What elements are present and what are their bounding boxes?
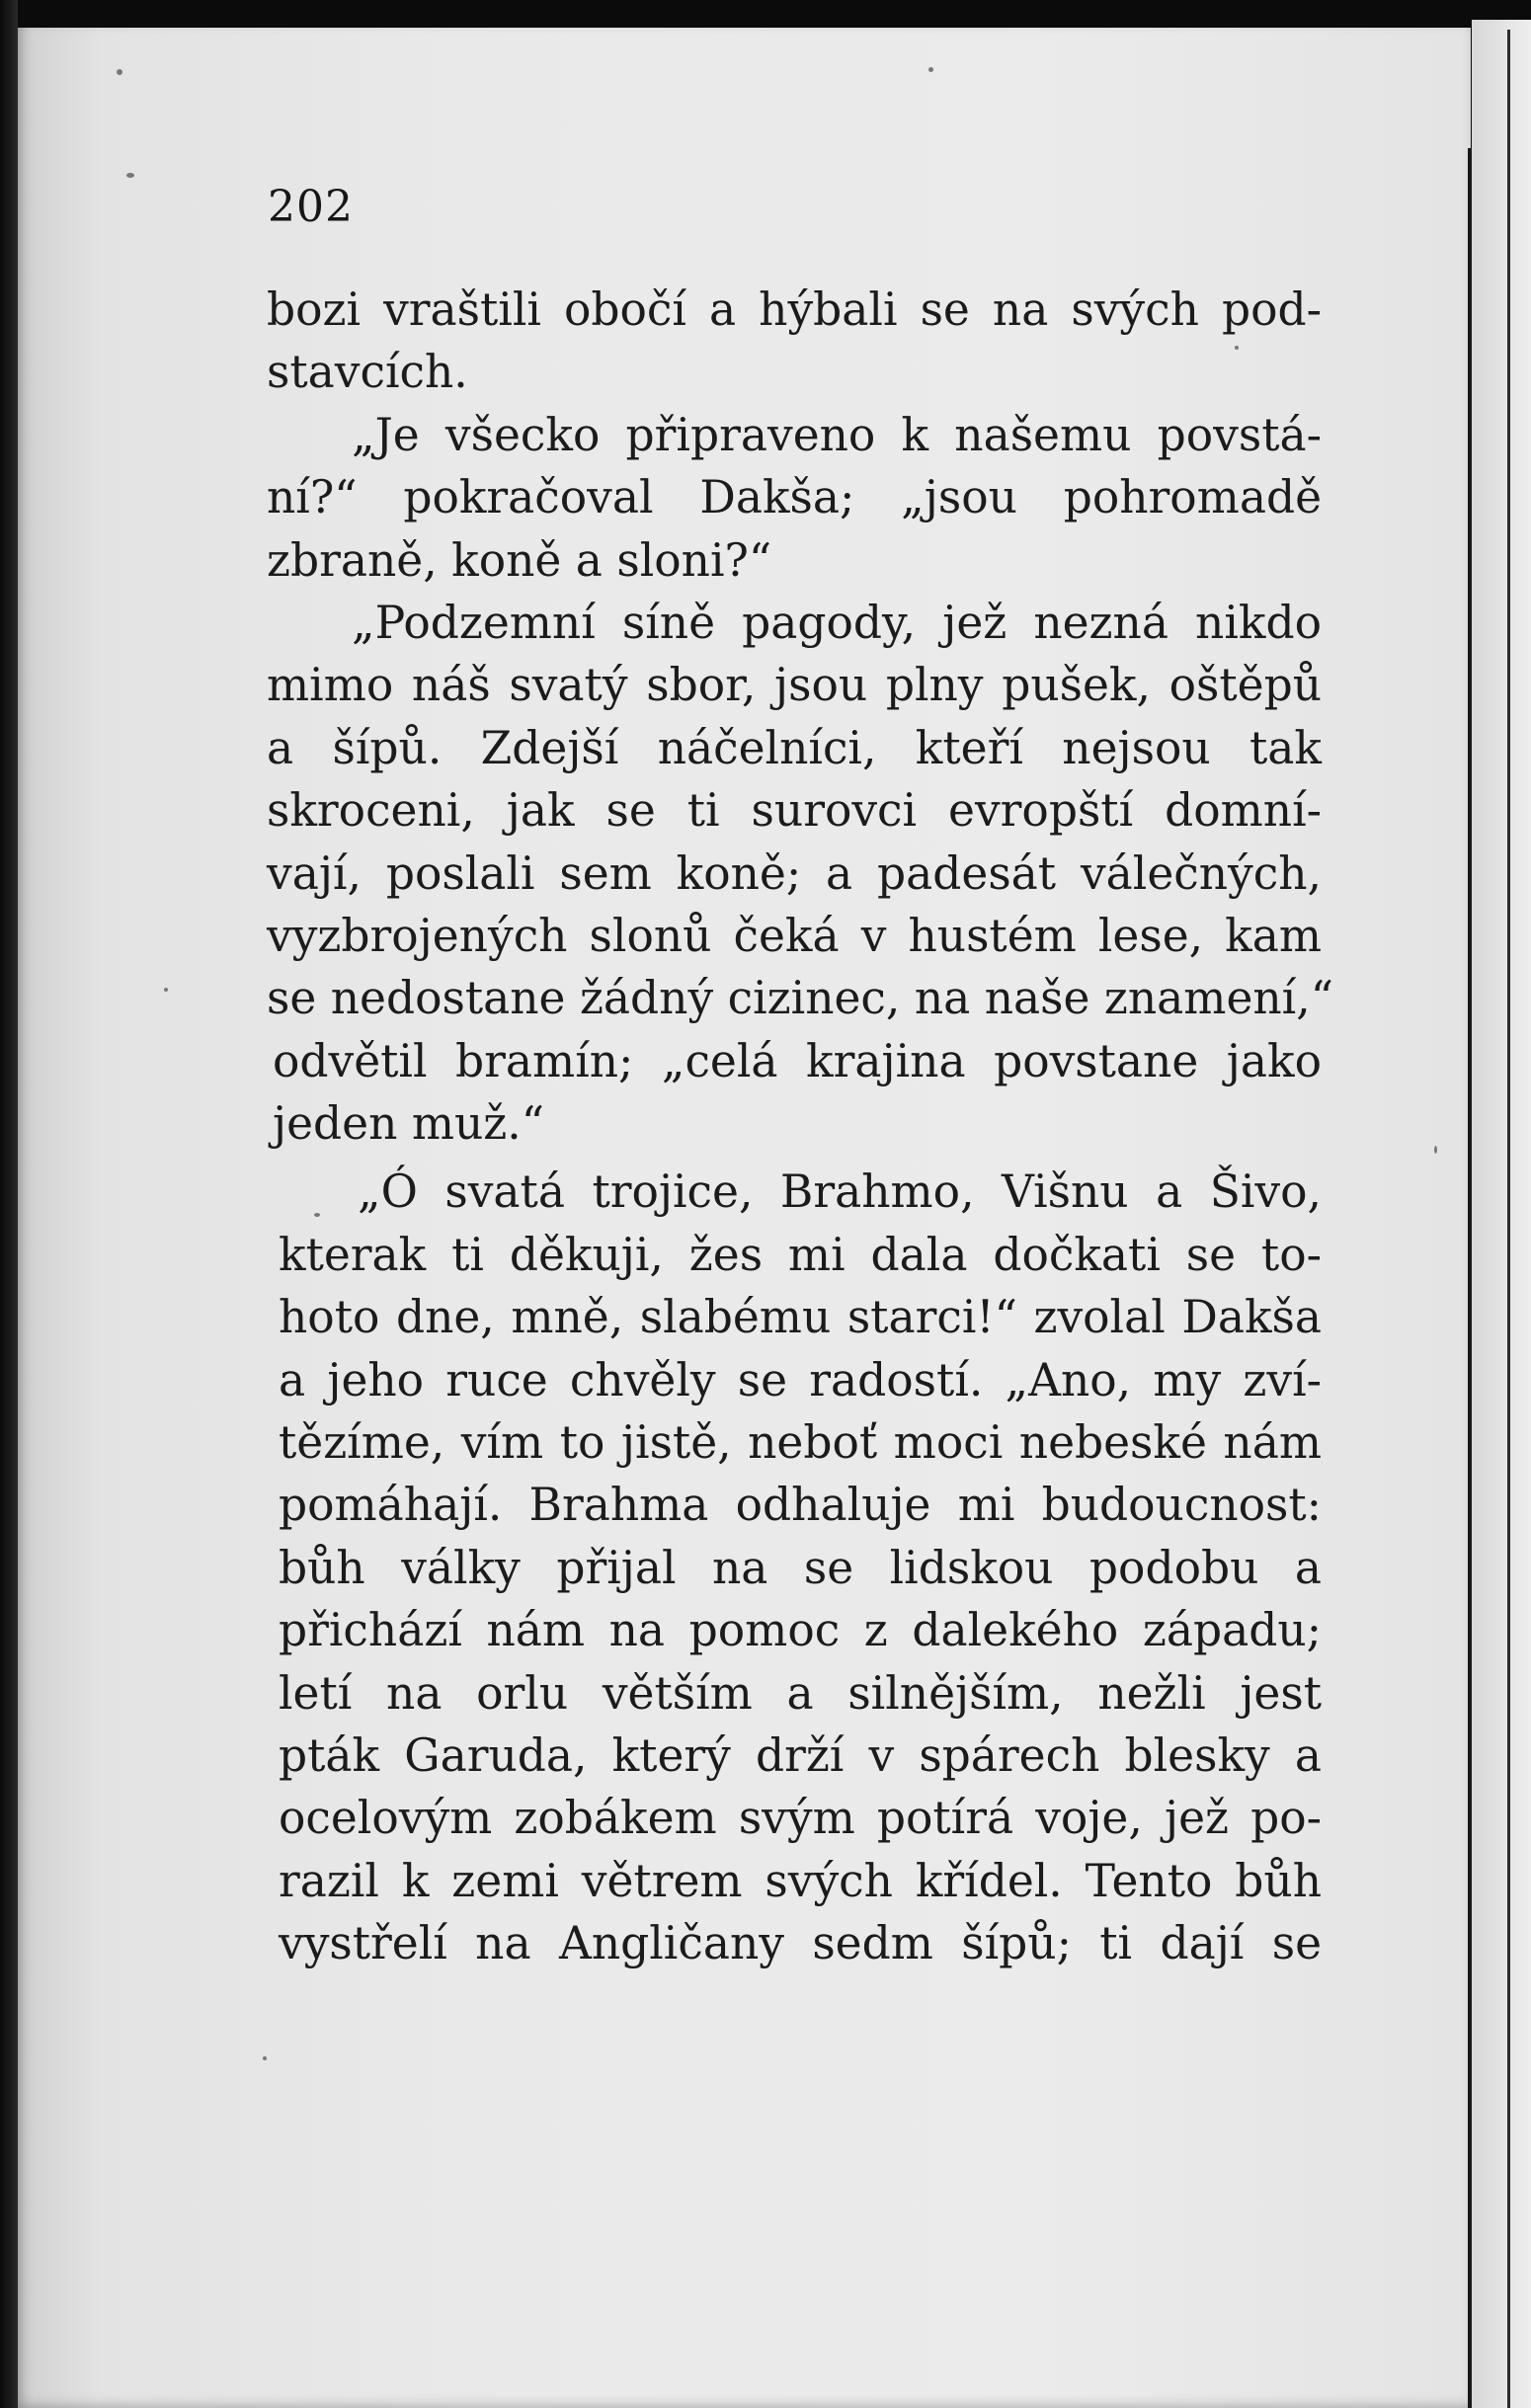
text-line: ocelovým zobákem svým potírá voje, jež po- <box>279 1792 1322 1845</box>
facing-page-rule <box>1507 30 1510 2408</box>
text-line: jeden muž.“ <box>273 1097 544 1151</box>
text-line: skroceni, jak se ti surovci evropští domní- <box>267 784 1322 838</box>
dust-speck <box>1434 1146 1437 1154</box>
text-line: se nedostane žádný cizinec, na naše znamení,“ <box>267 972 1333 1025</box>
dust-speck <box>263 2056 267 2060</box>
dust-speck <box>928 67 933 72</box>
text-line: mimo náš svatý sbor, jsou plny pušek, oštěpů <box>267 659 1322 712</box>
text-line: tězíme, vím to jistě, neboť moci nebeské nám <box>279 1416 1322 1470</box>
text-line: „Je všecko připraveno k našemu povstá- <box>352 408 1322 461</box>
body-text <box>267 279 1333 1975</box>
dust-speck <box>164 988 168 992</box>
text-line: bozi vraštili obočí a hýbali se na svých pod- <box>267 283 1322 336</box>
text-line: přichází nám na pomoc z dalekého západu; <box>279 1604 1322 1657</box>
text-line: razil k zemi větrem svých křídel. Tento bůh <box>279 1854 1322 1907</box>
text-line: „Podzemní síně pagody, jež nezná nikdo <box>352 596 1322 649</box>
text-line: pták Garuda, který drží v spárech blesky a <box>279 1728 1322 1782</box>
page-number: 202 <box>268 182 354 232</box>
text-line: a jeho ruce chvěly se radostí. „Ano, my zví- <box>279 1353 1322 1406</box>
text-line: vystřelí na Angličany sedm šípů; ti dají se <box>279 1917 1322 1970</box>
scan-left-border <box>0 0 18 2408</box>
dust-speck <box>117 69 122 75</box>
text-line: vají, poslali sem koně; a padesát válečných, <box>267 846 1322 900</box>
text-line: pomáhají. Brahma odhaluje mi budoucnost: <box>279 1479 1322 1532</box>
text-line: letí na orlu větším a silnějším, nežli jest <box>279 1666 1322 1720</box>
text-line: „Ó svatá trojice, Brahmo, Višnu a Šivo, <box>358 1165 1322 1219</box>
text-line: bůh války přijal na se lidskou podobu a <box>279 1541 1322 1594</box>
facing-page-edge <box>1472 20 1531 2408</box>
text-line: vyzbrojených slonů čeká v hustém lese, kam <box>267 909 1322 962</box>
scan-top-border <box>0 0 1531 28</box>
text-line: ní?“ pokračoval Dakša; „jsou pohromadě <box>267 471 1322 524</box>
text-line: odvětil bramín; „celá krajina povstane jako <box>273 1034 1322 1087</box>
text-line: hoto dne, mně, slabému starci!“ zvolal Dakša <box>279 1291 1322 1344</box>
text-line: kterak ti děkuji, žes mi dala dočkati se to- <box>279 1228 1322 1281</box>
text-line: zbraně, koně a sloni?“ <box>267 533 772 587</box>
text-line: a šípů. Zdejší náčelníci, kteří nejsou tak <box>267 721 1322 774</box>
text-line: stavcích. <box>267 346 468 399</box>
dust-speck <box>126 173 134 178</box>
